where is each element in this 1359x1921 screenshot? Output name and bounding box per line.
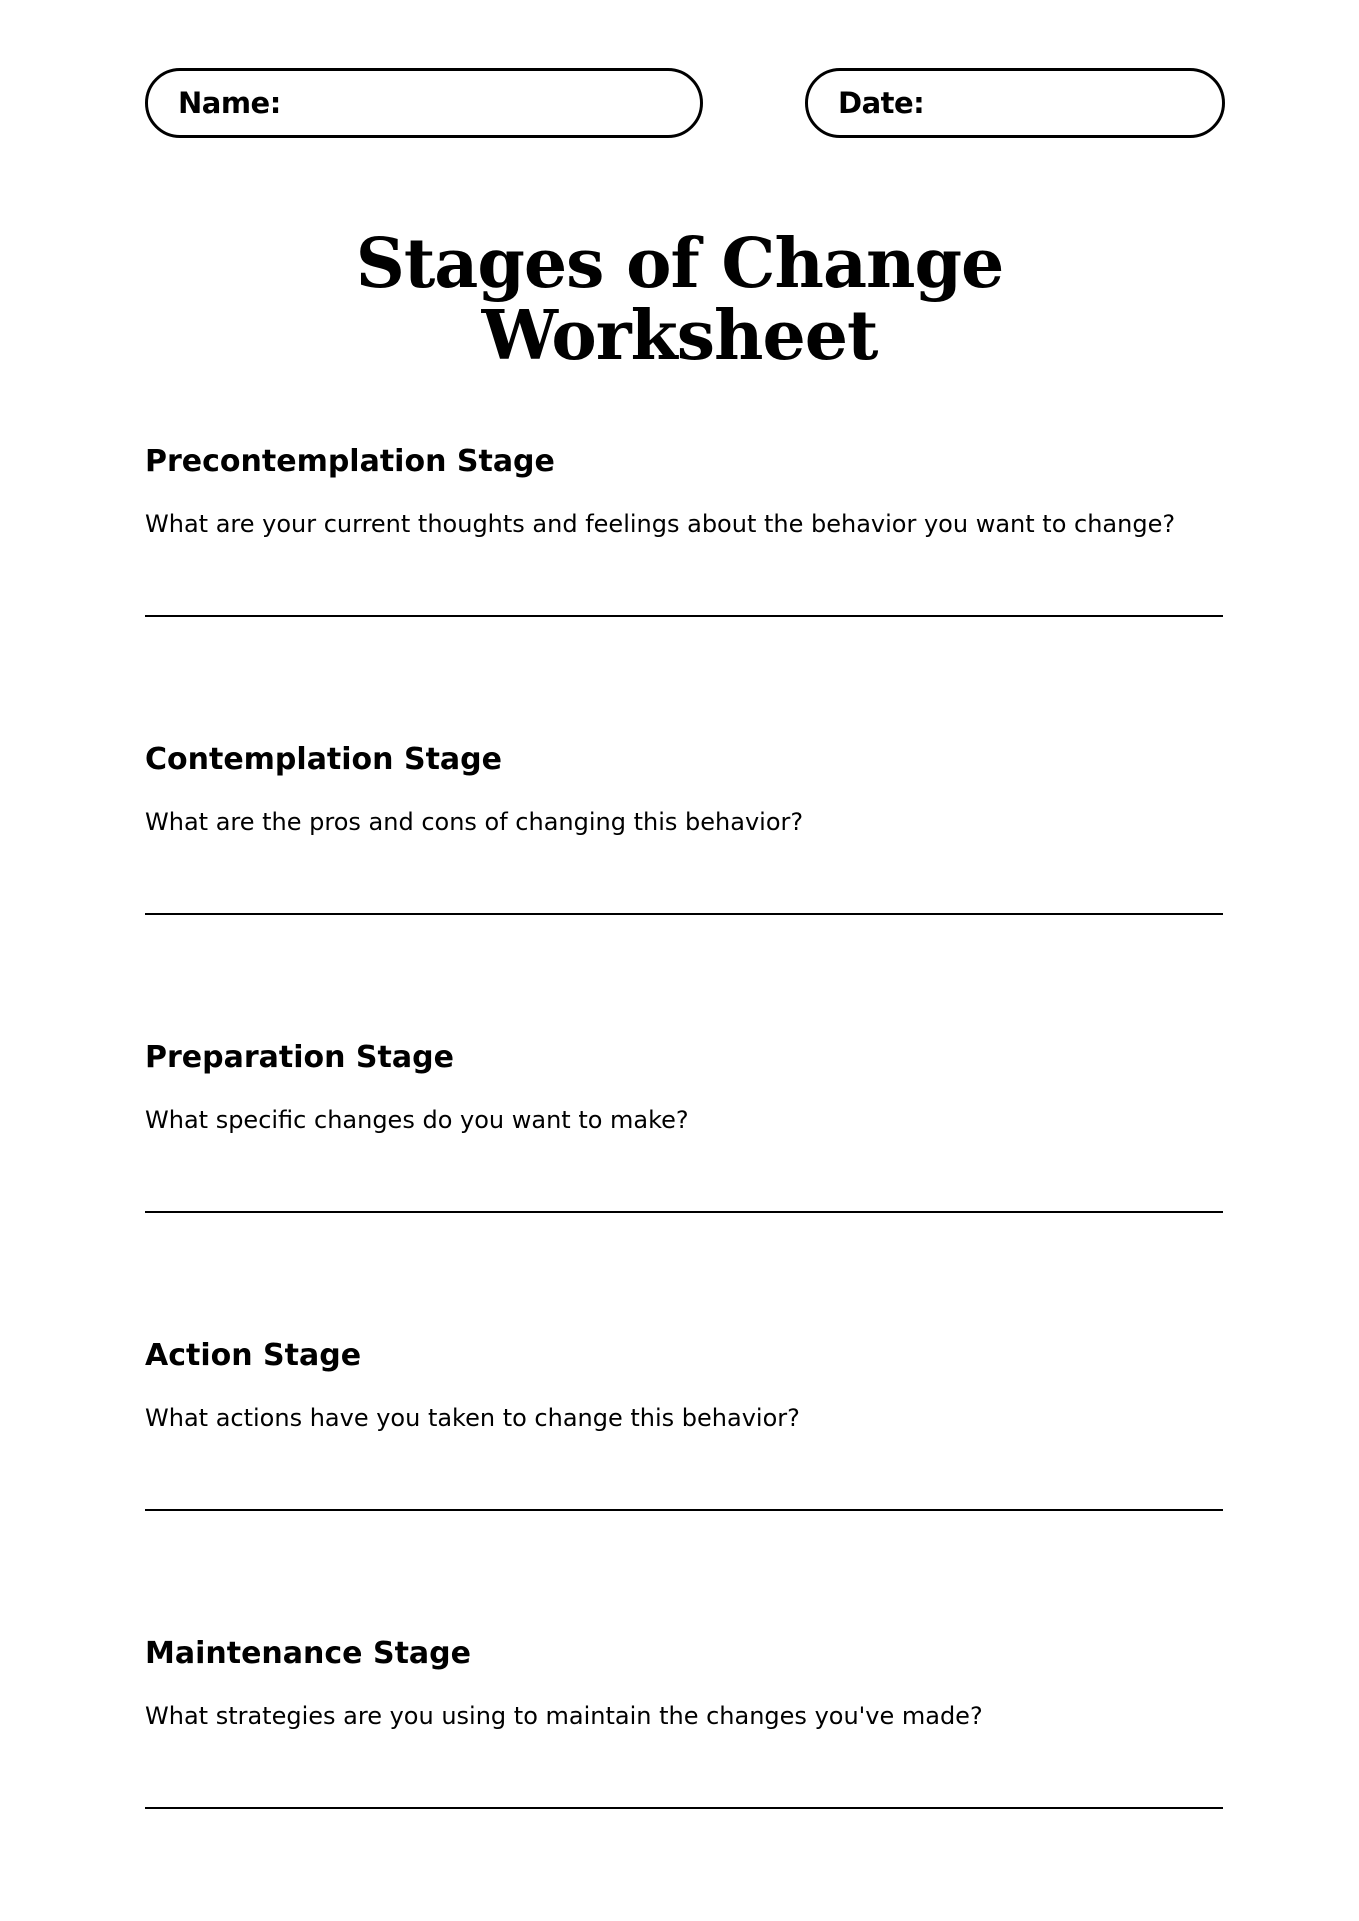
section-question: What are the pros and cons of changing this behavior? <box>145 808 804 836</box>
answer-line[interactable] <box>145 1509 1223 1511</box>
answer-line[interactable] <box>145 1211 1223 1213</box>
section-question: What actions have you taken to change this behavior? <box>145 1404 800 1432</box>
section-question: What specific changes do you want to make? <box>145 1106 689 1134</box>
section-precontemplation <box>145 443 1223 643</box>
page-title <box>0 224 1359 376</box>
page-title-line-1: Stages of Change <box>355 224 1004 304</box>
answer-line[interactable] <box>145 913 1223 915</box>
section-contemplation <box>145 741 1223 941</box>
section-preparation <box>145 1039 1223 1239</box>
name-field[interactable] <box>145 68 703 138</box>
section-heading: Preparation Stage <box>145 1040 454 1075</box>
section-heading: Precontemplation Stage <box>145 444 555 479</box>
date-label: Date: <box>838 86 925 120</box>
section-maintenance <box>145 1635 1223 1835</box>
date-field[interactable] <box>805 68 1225 138</box>
answer-line[interactable] <box>145 1807 1223 1809</box>
section-heading: Maintenance Stage <box>145 1636 471 1671</box>
name-label: Name: <box>178 86 281 120</box>
section-question: What are your current thoughts and feelings about the behavior you want to change? <box>145 510 1176 538</box>
page-title-line-2: Worksheet <box>481 296 878 376</box>
section-heading: Contemplation Stage <box>145 742 502 777</box>
section-question: What strategies are you using to maintain the changes you've made? <box>145 1702 983 1730</box>
section-action <box>145 1337 1223 1537</box>
answer-line[interactable] <box>145 615 1223 617</box>
section-heading: Action Stage <box>145 1338 362 1373</box>
